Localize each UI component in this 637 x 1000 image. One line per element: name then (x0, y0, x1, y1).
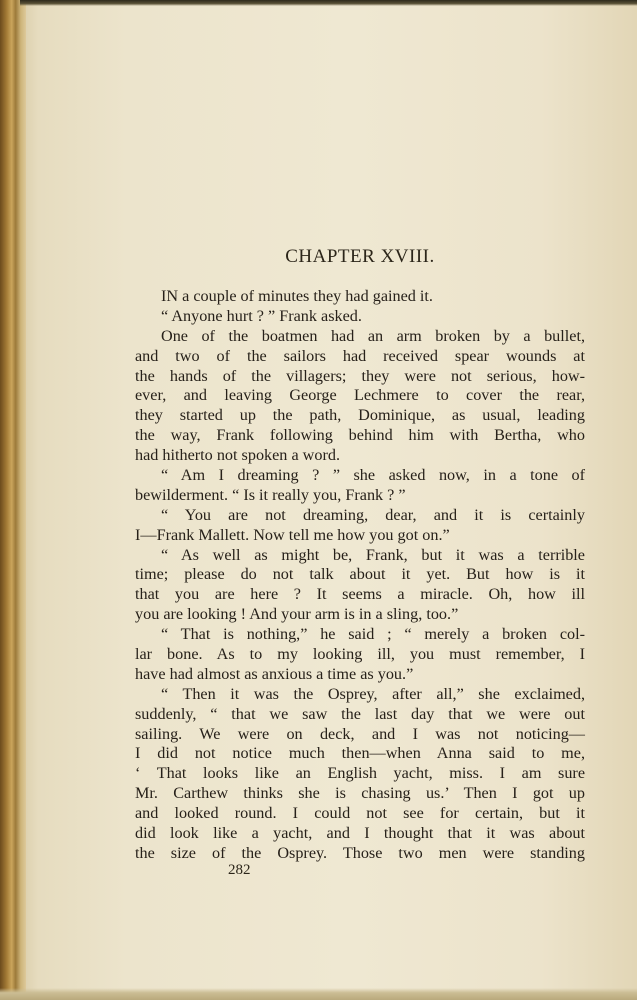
text-line: and looked round. I could not see for certain, but it (135, 804, 585, 823)
text-line: Mr. Carthew thinks she is chasing us.’ Then I got up (135, 784, 585, 803)
text-line: “ Am I dreaming ? ” she asked now, in a tone of (161, 466, 585, 485)
text-line: suddenly, “ that we saw the last day that we were out (135, 704, 585, 723)
page-number: 282 (228, 862, 251, 878)
text-line: IN a couple of minutes they had gained it. (161, 287, 433, 305)
text-line: the size of the Osprey. Those two men were standing (135, 843, 585, 862)
body-text (135, 287, 585, 864)
text-line: time; please do not talk about it yet. But how is it (135, 565, 585, 584)
text-line: One of the boatmen had an arm broken by a bullet, (161, 326, 585, 345)
text-line: you are looking ! And your arm is in a sling, too.” (135, 605, 459, 624)
text-line: they started up the path, Dominique, as usual, leading (135, 406, 585, 425)
text-line: bewilderment. “ Is it really you, Frank ? ” (135, 485, 406, 504)
chapter-title: CHAPTER XVIII. (285, 246, 435, 267)
text-line: the way, Frank following behind him with Bertha, who (135, 426, 585, 445)
text-line: ‘ That looks like an English yacht, miss. I am sure (135, 764, 585, 783)
text-line: and two of the sailors had received spear wounds at (135, 346, 585, 365)
book-spine (0, 0, 26, 1000)
page-bottom-edge (0, 988, 637, 1000)
text-line: that you are here ? It seems a miracle. Oh, how ill (135, 585, 585, 604)
text-line: I did not notice much then—when Anna said to me, (135, 744, 585, 763)
text-line: I—Frank Mallett. Now tell me how you got on.” (135, 525, 450, 544)
text-line: sailing. We were on deck, and I was not noticing— (135, 724, 585, 743)
text-line: “ That is nothing,” he said ; “ merely a broken col- (161, 625, 585, 644)
text-line: the hands of the villagers; they were not serious, how- (135, 366, 585, 385)
text-line: have had almost as anxious a time as you.” (135, 664, 414, 683)
text-line: lar bone. As to my looking ill, you must remember, I (135, 645, 585, 664)
text-line: had hitherto not spoken a word. (135, 446, 340, 465)
text-line: “ You are not dreaming, dear, and it is certainly (161, 505, 585, 524)
page-top-edge (20, 0, 637, 6)
text-line: “ As well as might be, Frank, but it was a terrible (161, 545, 585, 564)
text-line: “ Anyone hurt ? ” Frank asked. (161, 306, 362, 325)
text-line: ever, and leaving George Lechmere to cover the rear, (135, 386, 585, 405)
text-line: did look like a yacht, and I thought that it was about (135, 824, 585, 843)
text-line: “ Then it was the Osprey, after all,” she exclaimed, (161, 684, 585, 703)
